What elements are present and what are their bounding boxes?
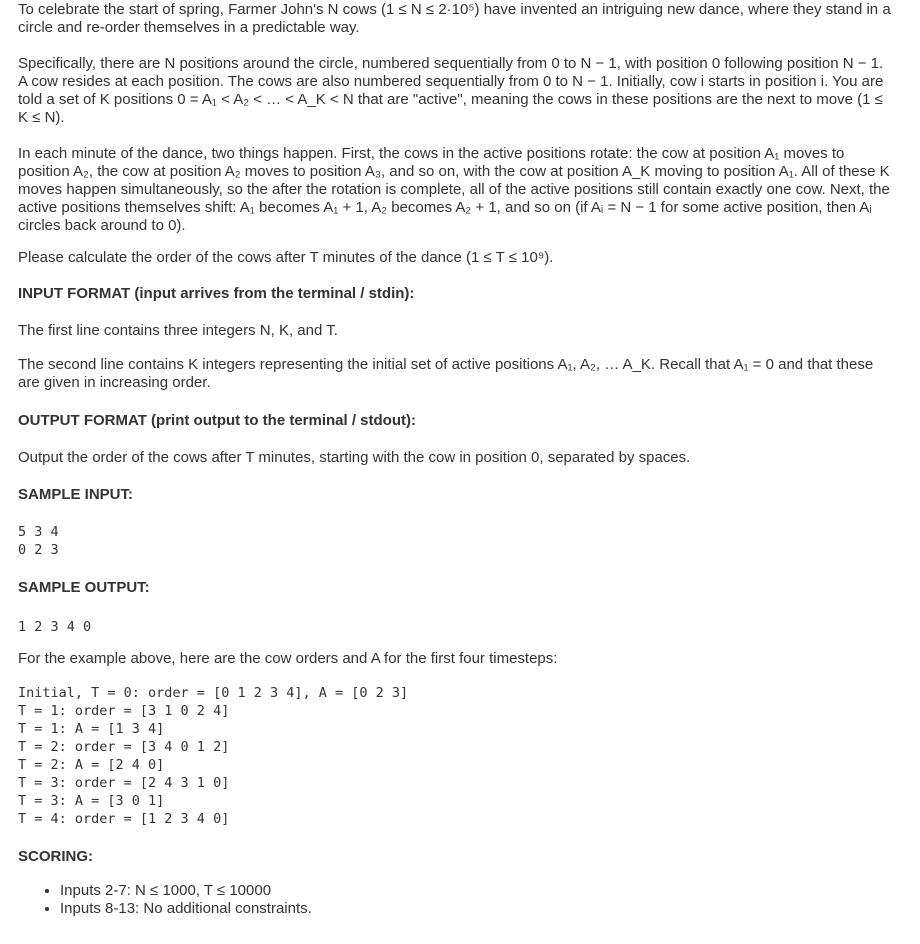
output-format-heading: OUTPUT FORMAT (print output to the terminal / stdout): [18,412,416,429]
scoring-heading: SCORING: [18,848,93,865]
scoring-item: • Inputs 8-13: No additional constraints. [60,900,892,918]
sample-input-heading: SAMPLE INPUT: [18,486,134,503]
input-line2-paragraph: The second line contains K integers representing the initial set of active positions A₁, A₂, … A_K. Recall that A₁ = 0 and that these are given in increasing order. [18,356,874,391]
sample-output-block: 1 2 3 4 0 [18,619,92,635]
sample-input-block: 5 3 4 0 2 3 [18,524,59,558]
scoring-item: • Inputs 2-7: N ≤ 1000, T ≤ 10000 [60,882,892,900]
calculate-paragraph: Please calculate the order of the cows after T minutes of the dance (1 ≤ T ≤ 10⁹). [18,249,554,266]
intro-paragraph: To celebrate the start of spring, Farmer John's N cows (1 ≤ N ≤ 2·10⁵) have invented an intriguing new dance, where they stand in a circle and re-order themselves in a predictable way. [18,1,891,36]
input-format-heading: INPUT FORMAT (input arrives from the terminal / stdin): [18,285,415,302]
output-format-paragraph: Output the order of the cows after T minutes, starting with the cow in position 0, separated by spaces. [18,449,691,466]
sample-output-heading: SAMPLE OUTPUT: [18,579,150,596]
example-paragraph: For the example above, here are the cow orders and A for the first four timesteps: [18,650,558,667]
scoring-list [18,882,892,918]
timestep-trace-block: Initial, T = 0: order = [0 1 2 3 4], A = [0 2 3] T = 1: order = [3 1 0 2 4] T = 1: A = [1 3 4] T = 2: order = [3 4 0 1 2] T = 2: A = [2 4 0] T = 3: order = [2 4 3 1 0] T = 3: A = [3 0 1] T = 4: order = [1 2 3 4 0] [18,685,409,827]
input-line1-paragraph: The first line contains three integers N, K, and T. [18,322,338,339]
specifics-paragraph: Specifically, there are N positions around the circle, numbered sequentially from 0 to N − 1, with position 0 following position N − 1. A cow resides at each position. The cows are also numbered sequentially from 0 to N − 1. Initially, cow i starts in position i. You are told a set of K positions 0 = A₁ < A₂ < … < A_K < N that are "active", meaning the cows in these positions are the next to move (1 ≤ K ≤ N). [18,55,884,126]
each-minute-paragraph: In each minute of the dance, two things happen. First, the cows in the active positions rotate: the cow at position A₁ moves to position A₂, the cow at position A₂ moves to position A₃, and so on, with the cow at position A_K moving to position A₁. All of these K moves happen simultaneously, so the after the rotation is complete, all of the active positions still contain exactly one cow. Next, the active positions themselves shift: A₁ becomes A₁ + 1, A₂ becomes A₂ + 1, and so on (if Aᵢ = N − 1 for some active position, then Aᵢ circles back around to 0). [18,145,890,234]
